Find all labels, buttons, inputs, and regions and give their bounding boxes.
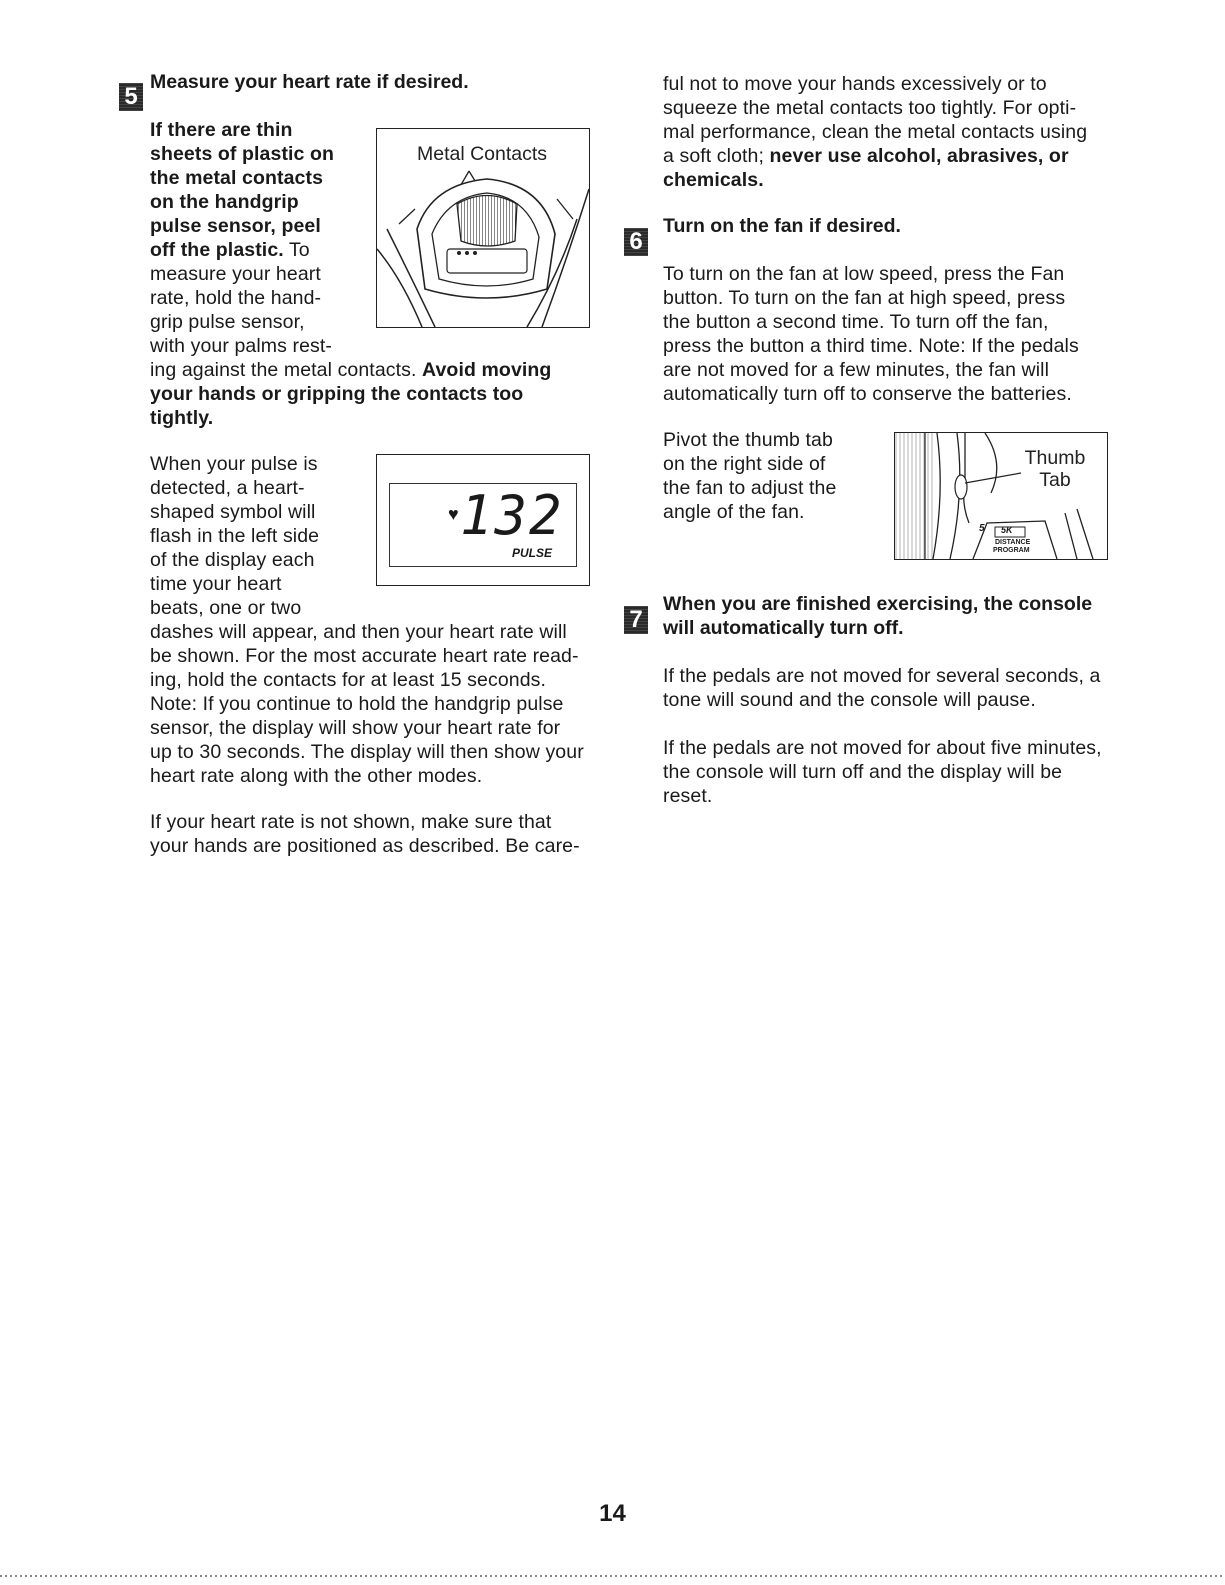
step-5-para-3: If your heart rate is not shown, make sure that your hands are positioned as described. Be care- bbox=[150, 811, 580, 857]
step-6-badge: 6 bbox=[624, 228, 648, 256]
step-5-para-1-narrow: If there are thin sheets of plastic on the metal contacts on the handgrip pulse sensor, peel off the plastic. To measure your heart rate, hold the hand- grip pulse sensor, with your palms rest- bbox=[150, 119, 335, 357]
fan-display-5: 5 bbox=[979, 523, 985, 534]
step-7-badge: 7 bbox=[624, 606, 648, 634]
heart-icon: ♥ bbox=[448, 504, 459, 524]
step-5-para-continued: ful not to move your hands excessively or to squeeze the metal contacts too tightly. For opti- mal performance, clean the metal contacts using a soft cloth; never use alcohol, abrasives, or chemicals. bbox=[663, 73, 1088, 191]
step-5-para-1-wide: ing against the metal contacts. Avoid moving your hands or gripping the contacts too tightly. bbox=[150, 359, 552, 429]
step-7-para-1: If the pedals are not moved for several seconds, a tone will sound and the console will pause. bbox=[663, 665, 1101, 711]
metal-contacts-label: Metal Contacts bbox=[417, 143, 548, 165]
fan-display-5k: 5K bbox=[1001, 525, 1013, 535]
pulse-label: PULSE bbox=[512, 546, 553, 560]
thumb-tab-figure bbox=[894, 432, 1108, 560]
step-6-heading: Turn on the fan if desired. bbox=[663, 215, 901, 237]
step-6-para-1: To turn on the fan at low speed, press the Fan button. To turn on the fan at high speed, press the button a second time. To turn off the fan, press the button a third time. Note: If the pedals are not moved for a few minutes, the fan will automatically turn off to conserve the batteries. bbox=[663, 263, 1079, 405]
step-5-badge: 5 bbox=[119, 83, 143, 111]
step-5-heading: Measure your heart rate if desired. bbox=[150, 71, 469, 93]
fan-display-program: PROGRAM bbox=[993, 547, 1030, 554]
pulse-display-figure bbox=[376, 454, 590, 586]
step-5-para-2-wide: dashes will appear, and then your heart rate will be shown. For the most accurate heart rate read- ing, hold the contacts for at least 15 seconds. Note: If you continue to hold the handgrip pulse sensor, the display will show your heart rate for up to 30 seconds. The display will then show your heart rate along with the other modes. bbox=[150, 621, 584, 787]
metal-contacts-figure bbox=[376, 128, 590, 328]
step-7-para-2: If the pedals are not moved for about five minutes, the console will turn off and the display will be reset. bbox=[663, 737, 1102, 807]
lcd-screen bbox=[389, 483, 577, 567]
fan-display-distance: DISTANCE bbox=[995, 539, 1031, 546]
page-number: 14 bbox=[599, 1500, 626, 1527]
thumb-tab-label: Thumb Tab bbox=[1024, 447, 1086, 491]
step-6-para-2: Pivot the thumb tab on the right side of the fan to adjust the angle of the fan. bbox=[663, 429, 837, 523]
step-5-para-2-narrow: When your pulse is detected, a heart- shaped symbol will flash in the left side of the display each time your heart beats, one or two bbox=[150, 453, 320, 619]
bottom-rule bbox=[0, 1575, 1225, 1577]
handgrip-console-illustration bbox=[377, 129, 589, 327]
step-7-heading: When you are finished exercising, the console will automatically turn off. bbox=[663, 593, 1093, 639]
pulse-value: 132 bbox=[460, 484, 564, 547]
